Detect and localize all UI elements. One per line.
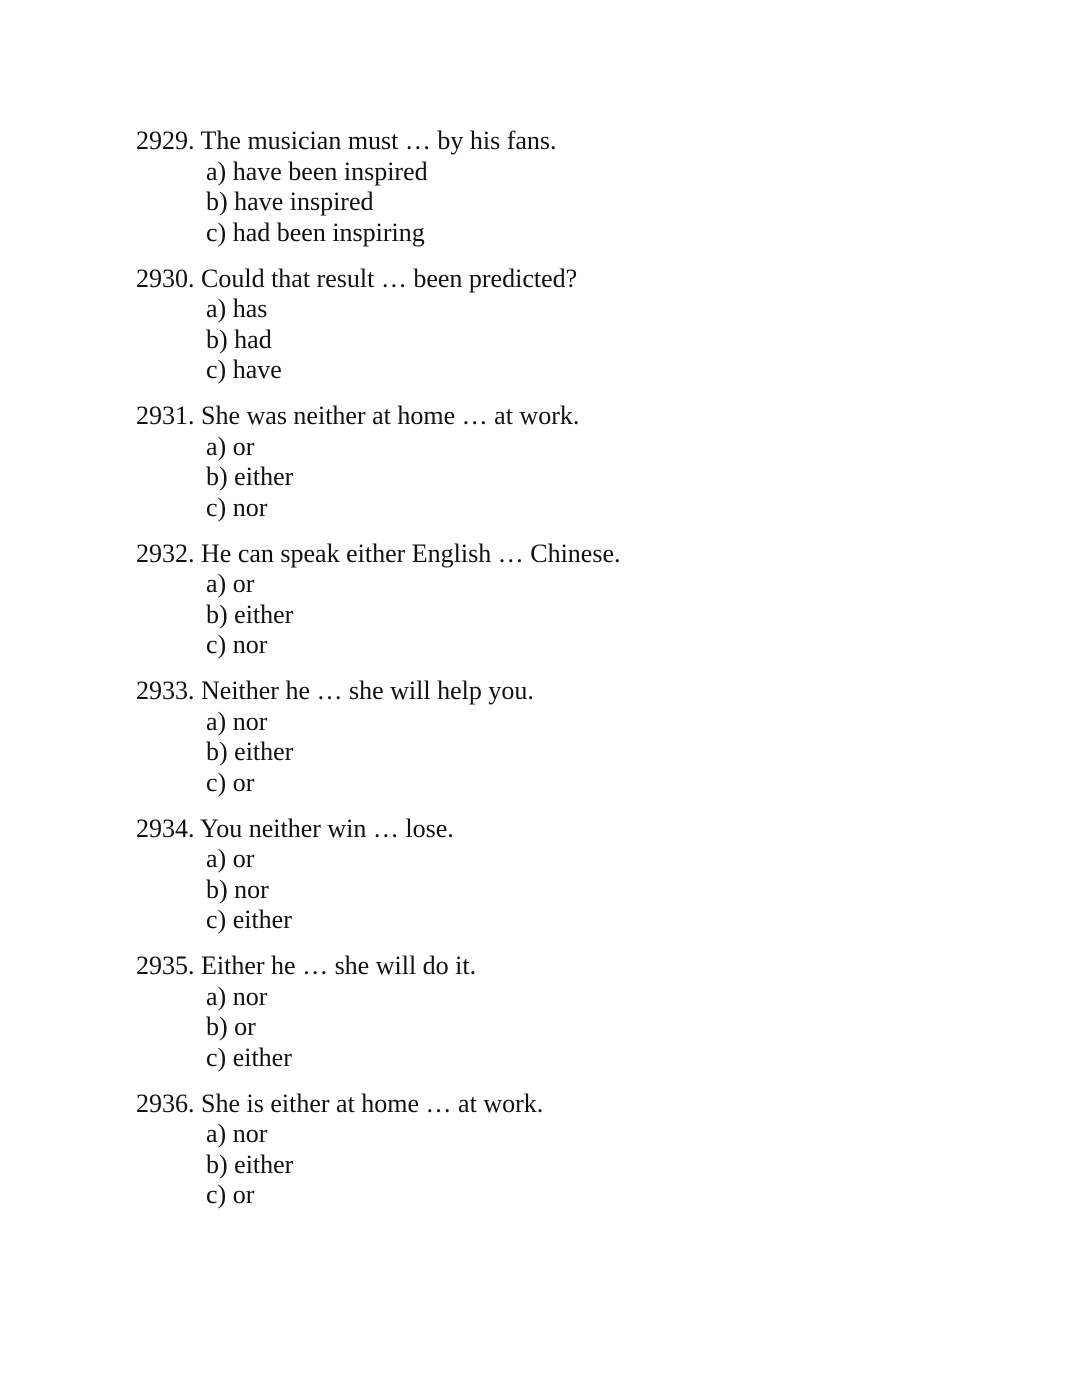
answer-option: b) either (206, 737, 294, 766)
question-item (136, 1089, 621, 1211)
question-list (136, 126, 621, 1226)
question-number: 2929. (136, 126, 195, 155)
question-item (136, 264, 621, 386)
question-item (136, 401, 621, 523)
question-item (136, 126, 621, 248)
question-stem (136, 539, 621, 570)
answer-option: a) nor (206, 706, 268, 736)
answer-option: b) have inspired (206, 187, 374, 216)
question-number: 2933. (136, 676, 195, 705)
question-number: 2930. (136, 263, 195, 293)
question-stem (136, 126, 621, 157)
question-text: Either he … she will do it. (201, 951, 477, 980)
answer-option: a) or (206, 431, 255, 461)
question-text: She is either at home … at work. (201, 1088, 544, 1118)
question-text: You neither win … lose. (200, 813, 454, 843)
question-stem (136, 401, 621, 432)
question-item (136, 676, 621, 798)
question-stem (136, 814, 621, 845)
answer-option: a) nor (206, 1119, 268, 1148)
question-item (136, 814, 621, 936)
question-number: 2934. (136, 813, 195, 843)
answer-option: b) either (206, 462, 294, 491)
answer-option: b) had (206, 324, 272, 354)
question-text: He can speak either English … Chinese. (201, 538, 621, 568)
question-stem (136, 951, 621, 982)
question-number: 2935. (136, 951, 195, 980)
answer-option: a) or (206, 569, 255, 598)
question-text: Could that result … been predicted? (201, 263, 578, 293)
question-number: 2932. (136, 538, 195, 568)
answer-option: c) either (206, 1042, 292, 1072)
question-stem (136, 264, 621, 295)
answer-option: b) either (206, 1149, 294, 1179)
answer-option: c) nor (206, 492, 268, 522)
answer-option: c) or (206, 767, 255, 797)
question-number: 2936. (136, 1088, 195, 1118)
answer-option: b) either (206, 599, 294, 629)
answer-option: c) have (206, 355, 282, 384)
answer-option: a) has (206, 294, 268, 323)
answer-option: a) or (206, 844, 255, 873)
question-item (136, 951, 621, 1073)
answer-option: c) or (206, 1180, 255, 1209)
answer-option: a) nor (206, 981, 268, 1011)
question-text: Neither he … she will help you. (201, 676, 534, 705)
question-item (136, 539, 621, 661)
question-text: The musician must … by his fans. (200, 126, 557, 155)
question-number: 2931. (136, 401, 195, 430)
answer-option: c) had been inspiring (206, 217, 425, 247)
answer-option: b) or (206, 1012, 256, 1041)
question-stem (136, 1089, 621, 1120)
answer-option: c) either (206, 905, 292, 934)
answer-option: c) nor (206, 630, 268, 659)
question-stem (136, 676, 621, 707)
question-text: She was neither at home … at work. (201, 401, 580, 430)
answer-option: a) have been inspired (206, 156, 428, 186)
answer-option: b) nor (206, 874, 269, 904)
